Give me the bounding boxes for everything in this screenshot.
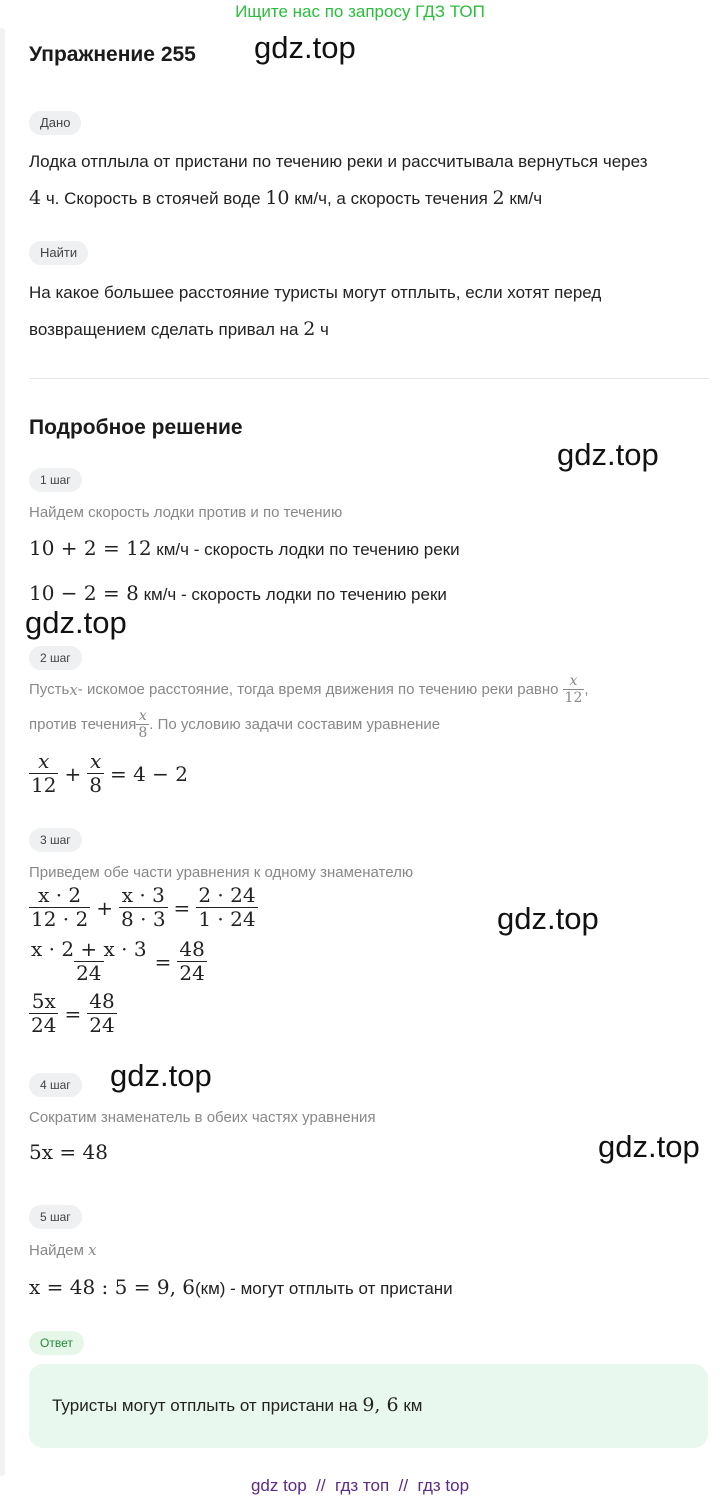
section-divider xyxy=(29,378,709,379)
watermark: gdz.top xyxy=(598,1129,700,1164)
footer-links[interactable]: gdz top // гдз топ // гдз top xyxy=(250,1476,470,1495)
step-3-badge: 3 шаг xyxy=(29,828,82,852)
watermark: gdz.top xyxy=(110,1058,212,1093)
watermark: gdz.top xyxy=(497,901,599,936)
step-2-description-line2: против течения $\frac{x}{8}$ . По условию задачи составим уравнение xyxy=(29,708,441,742)
step-4-description: Сократим знаменатель в обеих частях уравнения xyxy=(29,1109,376,1126)
find-text-line1: На какое большее расстояние туристы могут отплыть, если хотят перед xyxy=(29,283,602,302)
step-2-equation: $\frac{x}{12}$ + $\frac{x}{8}$ = 4 − 2 xyxy=(31,749,188,797)
step-3-equation-1: $\frac{x \cdot 2}{12 \cdot 2}$ + $\frac{x \cdot 3}{8 \cdot 3}$ = $\frac{2 \cdot 24}{1 \cdot 24}$ xyxy=(31,883,256,931)
step-4-equation: 5x = 48 xyxy=(29,1140,108,1164)
step-2-description-line1: Пусть x - искомое расстояние, тогда время движения по течению реки равно $\frac{x}{12}$ , xyxy=(29,673,589,707)
watermark: gdz.top xyxy=(557,437,659,472)
answer-badge: Ответ xyxy=(29,1331,84,1355)
top-banner[interactable]: Ищите нас по запросу ГДЗ ТОП xyxy=(235,2,485,21)
step-5-equation: x = 48 : 5 = 9, 6(км) - могут отплыть от пристани xyxy=(29,1275,453,1299)
step-1-badge: 1 шаг xyxy=(29,468,82,492)
find-badge: Найти xyxy=(29,241,88,265)
step-4-badge: 4 шаг xyxy=(29,1073,82,1097)
step-5-badge: 5 шаг xyxy=(29,1205,82,1229)
find-text-line2: возвращением сделать привал на 2 ч xyxy=(29,318,329,340)
step-1-equation-1: 10 + 2 = 12 км/ч - скорость лодки по течению реки xyxy=(29,536,460,560)
solution-title: Подробное решение xyxy=(29,416,243,439)
fraction-x-8: $\frac{x}{8}$ xyxy=(138,708,148,742)
step-5-description: Найдем x xyxy=(29,1241,97,1259)
watermark: gdz.top xyxy=(254,30,356,65)
exercise-title: Упражнение 255 xyxy=(29,43,196,66)
given-text-line1: Лодка отплыла от пристани по течению реки и рассчитывала вернуться через xyxy=(29,152,648,171)
step-3-equation-2: $\frac{x \cdot 2 + x \cdot 3}{24}$ = $\frac{48}{24}$ xyxy=(31,937,205,985)
content-left-border xyxy=(0,28,5,1476)
step-1-description: Найдем скорость лодки против и по течению xyxy=(29,504,343,521)
watermark: gdz.top xyxy=(25,605,127,640)
step-3-description: Приведем обе части уравнения к одному знаменателю xyxy=(29,864,414,881)
step-2-badge: 2 шаг xyxy=(29,646,82,670)
given-badge: Дано xyxy=(29,111,81,135)
given-text-line2: 4 ч. Скорость в стоячей воде 10 км/ч, а скорость течения 2 км/ч xyxy=(29,187,543,209)
step-1-equation-2: 10 − 2 = 8 км/ч - скорость лодки по течению реки xyxy=(29,581,447,605)
answer-text: Туристы могут отплыть от пристани на 9, 6 км xyxy=(52,1394,423,1416)
step-3-equation-3: $\frac{5x}{24}$ = $\frac{48}{24}$ xyxy=(31,989,115,1037)
fraction-x-12: $\frac{x}{12}$ xyxy=(564,673,583,707)
